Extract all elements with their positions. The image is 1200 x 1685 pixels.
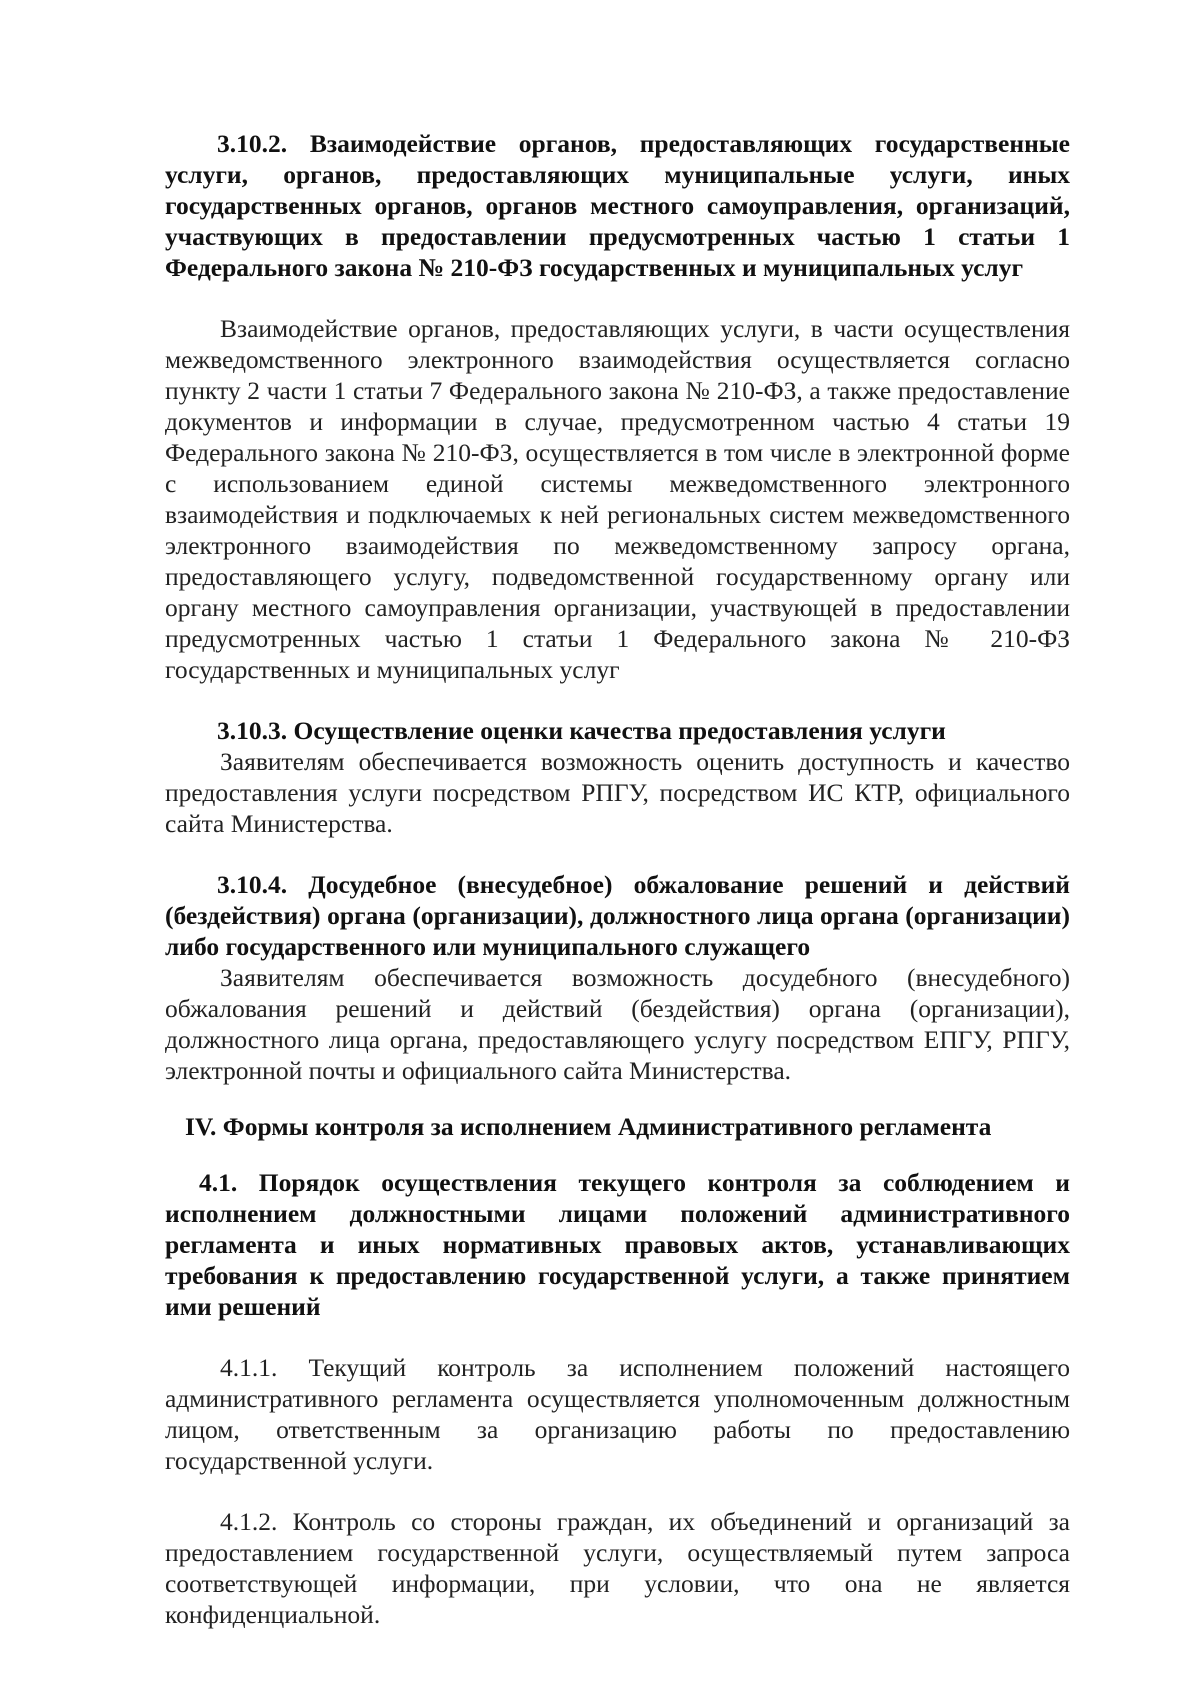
spacer (165, 1142, 1070, 1167)
section-3-10-2-body: Взаимодействие органов, предоставляющих услуги, в части осуществления межведомственного электронного взаимодействия осуществляется согласно пункту 2 части 1 статьи 7 Федерального закона № 210-ФЗ, а также предоставление документов и информации в случае, предусмотренном частью 4 статьи 19 Федерального закона № 210-ФЗ, осуществляется в том числе в электронной форме с использованием единой системы межведомственного электронного взаимодействия и подключаемых к ней региональных систем межведомственного электронного взаимодействия по межведомственному запросу органа, предоставляющего услугу, подведомственной государственному органу или органу местного самоуправления организации, участвующей в предоставлении предусмотренных частью 1 статьи 1 Федерального закона № 210-ФЗ государственных и муниципальных услуг (165, 314, 1070, 684)
section-4-1-2-body: 4.1.2. Контроль со стороны граждан, их объединений и организаций за предоставлением государственной услуги, осуществляемый путем запроса соответствующей информации, при условии, что она не является конфиденциальной. (165, 1507, 1070, 1629)
spacer (165, 1322, 1070, 1352)
section-3-10-3-heading: 3.10.3. Осуществление оценки качества предоставления услуги (217, 716, 946, 745)
section-4-1-heading: 4.1. Порядок осуществления текущего контроля за соблюдением и исполнением должностными лицами положений административного регламента и иных нормативных правовых актов, устанавливающих требования к предоставлению государственной услуги, а также принятием ими решений (165, 1168, 1070, 1321)
section-3-10-3-body: Заявителям обеспечивается возможность оценить доступность и качество предоставления услуги посредством РПГУ, посредством ИС КТР, официального сайта Министерства. (165, 747, 1070, 838)
section-4-1-1-body: 4.1.1. Текущий контроль за исполнением положений настоящего административного регламента осуществляется уполномоченным должностным лицом, ответственным за организацию работы по предоставлению государственной услуги. (165, 1353, 1070, 1475)
section-3-10-4-body: Заявителям обеспечивается возможность досудебного (внесудебного) обжалования решений и действий (бездействия) органа (организации), должностного лица органа, предоставляющего услугу посредством ЕПГУ, РПГУ, электронной почты и официального сайта Министерства. (165, 963, 1070, 1085)
spacer (165, 283, 1070, 313)
section-4-heading: IV. Формы контроля за исполнением Административного регламента (185, 1112, 992, 1141)
spacer (165, 1086, 1070, 1111)
section-3-10-2-heading: 3.10.2. Взаимодействие органов, предоставляющих государственные услуги, органов, предоставляющих муниципальные услуги, иных государственных органов, органов местного самоуправления, организаций, участвующих в предоставлении предусмотренных частью 1 статьи 1 Федерального закона № 210-ФЗ государственных и муниципальных услуг (165, 129, 1070, 282)
section-3-10-4-heading: 3.10.4. Досудебное (внесудебное) обжалование решений и действий (бездействия) органа (организации), должностного лица органа (организации) либо государственного или муниципального служащего (165, 870, 1070, 961)
spacer (165, 685, 1070, 715)
spacer (165, 839, 1070, 869)
document-content (165, 128, 1070, 1630)
spacer (165, 1476, 1070, 1506)
